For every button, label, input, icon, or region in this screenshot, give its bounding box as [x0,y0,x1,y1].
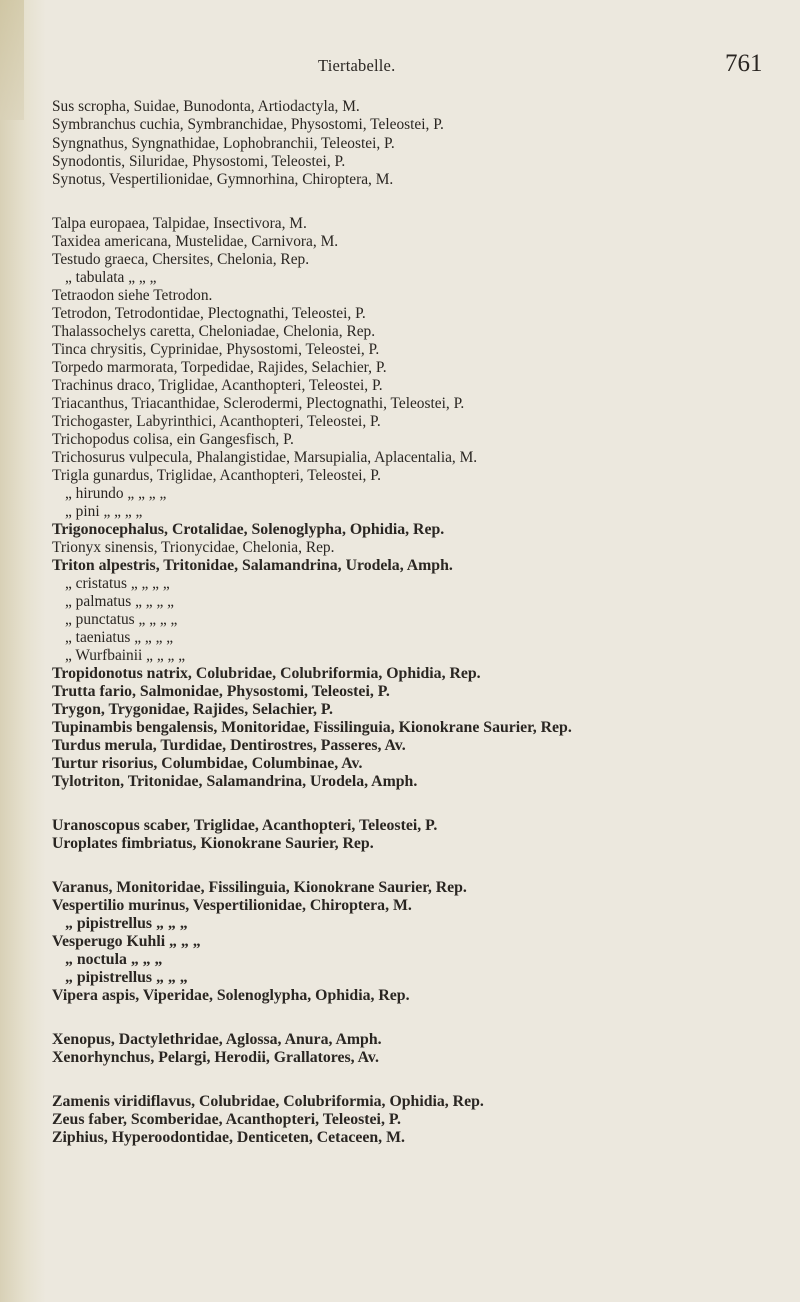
species-entry: Triton alpestris, Tritonidae, Salamandrina, Urodela, Amph. [52,557,453,574]
species-entry: Varanus, Monitoridae, Fissilinguia, Kionokrane Saurier, Rep. [52,879,467,896]
species-entry: Vipera aspis, Viperidae, Solenoglypha, Ophidia, Rep. [52,987,410,1004]
species-entry: Symbranchus cuchia, Symbranchidae, Physostomi, Teleostei, P. [52,116,444,133]
species-entry: Uranoscopus scaber, Triglidae, Acanthopteri, Teleostei, P. [52,817,438,834]
species-entry: Trutta fario, Salmonidae, Physostomi, Teleostei, P. [52,683,390,700]
species-entry: Trionyx sinensis, Trionycidae, Chelonia, Rep. [52,539,335,556]
species-entry: Vespertilio murinus, Vespertilionidae, Chiroptera, M. [52,897,412,914]
species-entry: Trichopodus colisa, ein Gangesfisch, P. [52,431,294,448]
species-entry: Talpa europaea, Talpidae, Insectivora, M. [52,215,307,232]
species-entry: Xenopus, Dactylethridae, Aglossa, Anura, Amph. [52,1031,382,1048]
species-entry: Trigonocephalus, Crotalidae, Solenoglypha, Ophidia, Rep. [52,521,445,538]
species-entry: Taxidea americana, Mustelidae, Carnivora, M. [52,233,339,250]
species-entry: Zeus faber, Scomberidae, Acanthopteri, Teleostei, P. [52,1111,401,1128]
species-entry: Ziphius, Hyperoodontidae, Denticeten, Cetaceen, M. [52,1129,405,1146]
species-entry: Turdus merula, Turdidae, Dentirostres, Passeres, Av. [52,737,406,754]
species-entry: Tupinambis bengalensis, Monitoridae, Fissilinguia, Kionokrane Saurier, Rep. [52,719,572,736]
species-entry: Thalassochelys caretta, Cheloniadae, Chelonia, Rep. [52,323,376,340]
species-entry: „ pipistrellus „ „ „ [65,915,188,932]
species-entry: Xenorhynchus, Pelargi, Herodii, Grallatores, Av. [52,1049,379,1066]
species-entry: Trichosurus vulpecula, Phalangistidae, Marsupialia, Aplacentalia, M. [52,449,478,466]
species-entry: Trygon, Trygonidae, Rajides, Selachier, P. [52,701,333,718]
species-entry: Sus scropha, Suidae, Bunodonta, Artiodactyla, M. [52,98,360,115]
page-number: 761 [725,50,763,77]
species-entry: Tinca chrysitis, Cyprinidae, Physostomi, Teleostei, P. [52,341,380,358]
species-entry: Tropidonotus natrix, Colubridae, Colubriformia, Ophidia, Rep. [52,665,481,682]
page-edge-shadow [0,0,46,1302]
species-entry: Uroplates fimbriatus, Kionokrane Saurier, Rep. [52,835,374,852]
running-title: Tiertabelle. [318,56,396,75]
species-entry: Trigla gunardus, Triglidae, Acanthopteri, Teleostei, P. [52,467,381,484]
species-entry: Tetraodon siehe Tetrodon. [52,287,213,304]
species-entry: „ noctula „ „ „ [65,951,163,968]
species-entry: Synodontis, Siluridae, Physostomi, Teleostei, P. [52,153,346,170]
species-entry: „ pini „ „ „ „ [65,503,143,520]
species-entry: Zamenis viridiflavus, Colubridae, Colubriformia, Ophidia, Rep. [52,1093,484,1110]
species-entry: Turtur risorius, Columbidae, Columbinae, Av. [52,755,363,772]
species-entry: Testudo graeca, Chersites, Chelonia, Rep. [52,251,310,268]
species-entry: „ hirundo „ „ „ „ [65,485,167,502]
species-entry: Syngnathus, Syngnathidae, Lophobranchii, Teleostei, P. [52,135,395,152]
species-entry: Synotus, Vespertilionidae, Gymnorhina, Chiroptera, M. [52,171,394,188]
species-entry: Vesperugo Kuhli „ „ „ [52,933,201,950]
species-entry: „ palmatus „ „ „ „ [65,593,174,610]
species-entry: „ cristatus „ „ „ „ [65,575,170,592]
species-entry: Torpedo marmorata, Torpedidae, Rajides, Selachier, P. [52,359,387,376]
species-entry: „ pipistrellus „ „ „ [65,969,188,986]
species-entry: „ Wurfbainii „ „ „ „ [65,647,186,664]
species-entry: „ punctatus „ „ „ „ [65,611,178,628]
species-entry: Tetrodon, Tetrodontidae, Plectognathi, Teleostei, P. [52,305,366,322]
species-entry: Trachinus draco, Triglidae, Acanthopteri, Teleostei, P. [52,377,383,394]
species-entry: „ taeniatus „ „ „ „ [65,629,174,646]
species-entry: Triacanthus, Triacanthidae, Sclerodermi, Plectognathi, Teleostei, P. [52,395,465,412]
species-entry: Trichogaster, Labyrinthici, Acanthopteri, Teleostei, P. [52,413,381,430]
species-entry: Tylotriton, Tritonidae, Salamandrina, Urodela, Amph. [52,773,418,790]
page-header [0,50,800,86]
species-entry: „ tabulata „ „ „ [65,269,157,286]
